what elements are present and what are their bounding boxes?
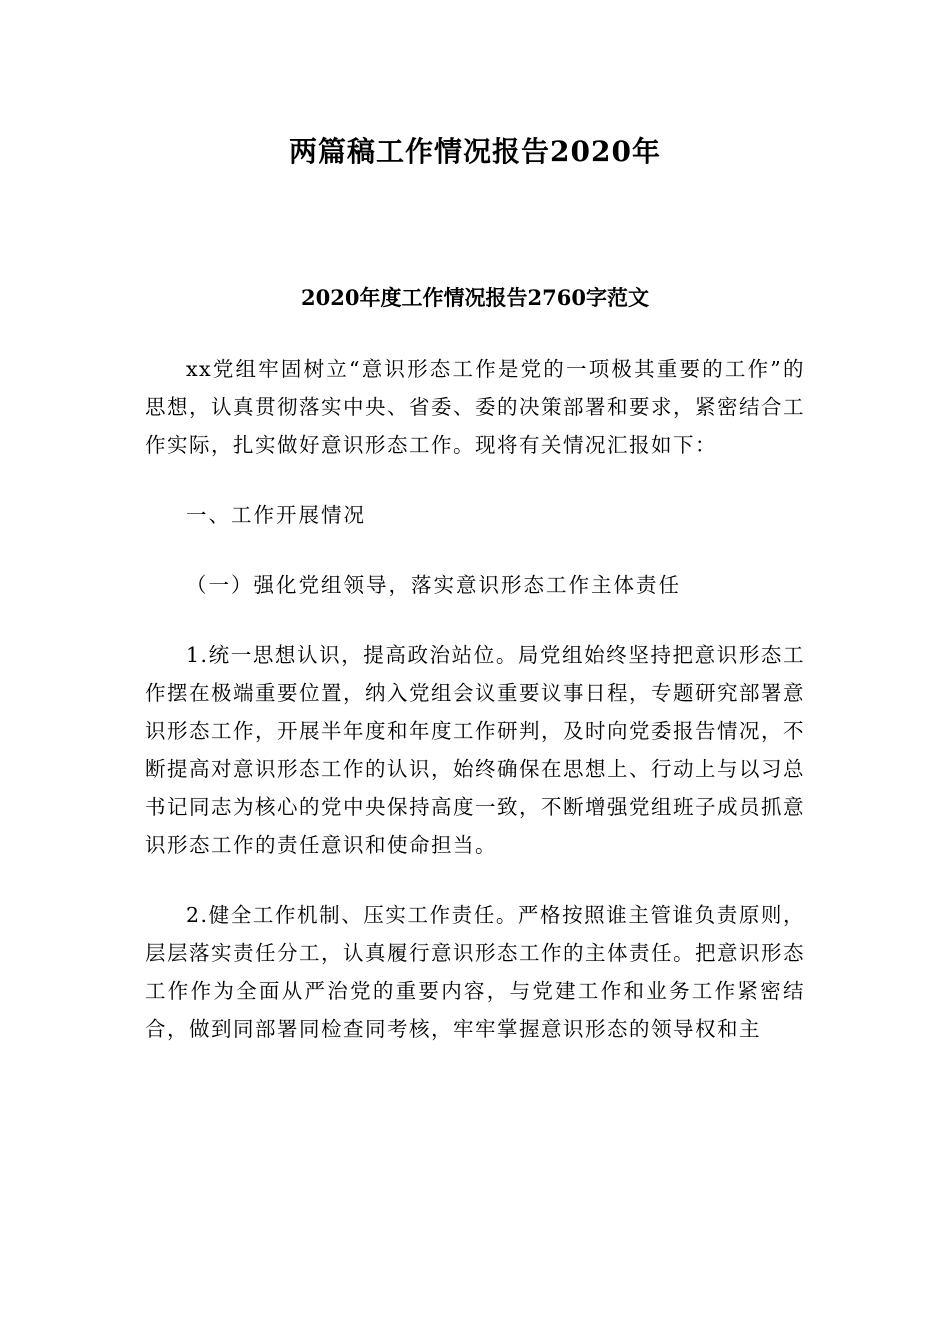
subheading-party-leadership: （一）强化党组领导，落实意识形态工作主体责任	[186, 573, 681, 597]
document-body	[145, 350, 805, 1080]
paragraph-item-1: 1.统一思想认识，提高政治站位。局党组始终坚持把意识形态工作摆在极端重要位置，纳入党组会议重要议事日程，专题研究部署意识形态工作，开展半年度和年度工作研判，及时向党委报告情况，不断提高对意识形态工作的认识，始终确保在思想上、行动上与以习总书记同志为核心的党中央保持高度一致，不断增强党组班子成员抓意识形态工作的责任意识和使命担当。	[145, 643, 805, 857]
paragraph-item-2: 2.健全工作机制、压实工作责任。严格按照谁主管谁负责原则，层层落实责任分工，认真履行意识形态工作的主体责任。把意识形态工作作为全面从严治党的重要内容，与党建工作和业务工作紧密结合，做到同部署同检查同考核，牢牢掌握意识形态的领导权和主	[145, 903, 805, 1041]
document-title: 两篇稿工作情况报告2020年	[289, 135, 661, 168]
section-title: 2020年度工作情况报告2760字范文	[301, 285, 649, 310]
intro-paragraph: xx党组牢固树立“意识形态工作是党的一项极其重要的工作”的思想，认真贯彻落实中央、省委、委的决策部署和要求，紧密结合工作实际，扎实做好意识形态工作。现将有关情况汇报如下：	[145, 357, 805, 457]
heading-work-status: 一、工作开展情况	[186, 503, 366, 527]
